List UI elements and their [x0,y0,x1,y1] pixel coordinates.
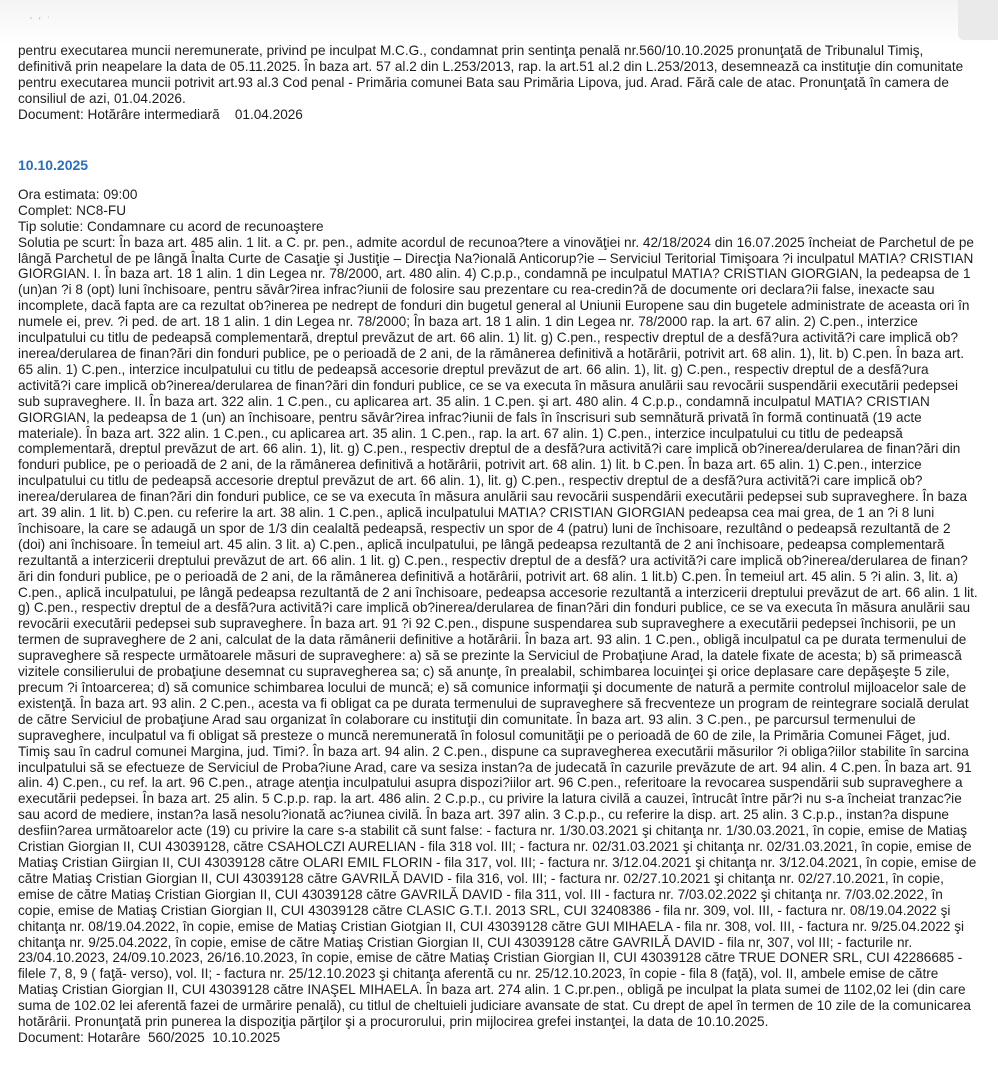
panel: Complet: NC8-FU [18,202,127,218]
top-strip [0,0,998,44]
previous-entry-document: Document: Hotărâre intermediară 01.04.2026 [18,106,303,122]
faint-header-mark: ' ′ ˙ [30,16,53,27]
hearing-document: Document: Hotarâre 560/2025 10.10.2025 [18,1029,281,1045]
previous-entry [18,43,980,123]
hearing-entry [18,158,980,1046]
previous-entry-summary: pentru executarea muncii neremunerate, privind pe inculpat M.C.G., condamnat prin sentinţa penală nr.560/10.10.2025 pronunţată de Tribunalul Timiş, definitivă prin neapelare la data de 05.11.2025. În baza art. 57 al.2 din L.253/2013, rap. la art.51 al.2 din L.253/2013, desemnează ca instituţie din comunitate pentru executarea muncii potrivit art.93 al.3 Cod penal - Primăria comunei Bata sau Primăria Lipova, jud. Arad. Fără cale de atac. Pronunţată în camera de consiliul de azi, 01.04.2026. [18,43,964,106]
solution-type: Tip solutie: Condamnare cu acord de recunoaştere [18,218,324,234]
corner-shadow [958,0,998,40]
solution-summary: Solutia pe scurt: În baza art. 485 alin. 1 lit. a C. pr. pen., admite acordul de recunoa?tere a vinovăţiei nr. 42/18/2024 din 16.07.2025 încheiat de Parchetul de pe lângă Parchetul de pe lângă Înalta Curte de Casaţie şi Justiţie – Direcţia Na?ională Anticorup?ie – Serviciul Teritorial Timişoara ?i inculpatul MATIA? CRISTIAN GIORGIAN. I. În baza art. 18 1 alin. 1 din Legea nr. 78/2000, art. 480 alin. 4) C.p.p., condamnă pe inculpatul MATIA? CRISTIAN GIORGIAN, la pedeapsa de 1 (un)an ?i 8 (opt) luni închisoare, pentru săvâr?irea infrac?iunii de folosire sau prezentare cu rea-credin?ă de documente ori declara?ii false, inexacte sau incomplete, dacă fapta are ca rezultat ob?inerea pe nedrept de fonduri din bugetul general al Uniunii Europene sau din bugetele administrate de aceasta ori în numele ei, prev. ?i ped. de art. 18 1 alin. 1 din Legea nr. 78/2000; În baza art. 18 1 alin. 1 din Legea nr. 78/2000 rap. la art. 67 alin. 2) C.pen., interzice inculpatului cu titlu de pedeapsă complementară, dreptul prevăzut de art. 66 alin. 1) lit. g) C.pen., respectiv dreptul de a desfă?ura activită?i care implică ob?inerea/derularea de finan?ări din fonduri publice, pe o perioadă de 2 ani, de la rămânerea definitivă a hotărârii, potrivit art. 68 alin. 1), lit. b) C.pen. În baza art. 65 alin. 1) C.pen., interzice inculpatului cu titlu de pedeapsă accesorie dreptul prevăzut de art. 66 alin. 1), lit. g) C.pen., respectiv dreptul de a desfă?ura activită?i care implică ob?inerea/derularea de finan?ări din fonduri publice, ce se va executa în măsura anulării sau revocării suspendării executării pedepsei sub supraveghere. II. În baza art. 322 alin. 1 C.pen., cu aplicarea art. 35 alin. 1 C.pen. şi art. 480 alin. 4 C.p.p., condamnă inculpatul MATIA? CRISTIAN GIORGIAN, la pedeapsa de 1 (un) an închisoare, pentru săvâr?irea infrac?iunii de fals în înscrisuri sub semnătură privată în formă continuată (19 acte materiale). În baza art. 322 alin. 1 C.pen., cu aplicarea art. 35 alin. 1 C.pen., rap. la art. 67 alin. 1) C.pen., interzice inculpatului cu titlu de pedeapsă complementară, dreptul prevăzut de art. 66 alin. 1), lit. g) C.pen., respectiv dreptul de a desfă?ura activită?i care implică ob?inerea/derularea de finan?ări din fonduri publice, pe o perioadă de 2 ani, de la rămânerea definitivă a hotărârii, potrivit art. 68 alin. 1) lit. b C.pen. În baza art. 65 alin. 1) C.pen., interzice inculpatului cu titlu de pedeapsă accesorie dreptul prevăzut de art. 66 alin. 1), lit. g) C.pen., respectiv dreptul de a desfă?ura activită?i care implică ob?inerea/derularea de finan?ări din fonduri publice, ce se va executa în măsura anulării sau revocării suspendării executării pedepsei sub supraveghere. În baza art. 39 alin. 1 lit. b) C.pen. cu referire la art. 38 alin. 1 C.pen., aplică inculpatului MATIA? CRISTIAN GIORGIAN pedeapsa cea mai grea, de 1 an ?i 8 luni închisoare, la care se adaugă un spor de 1/3 din cealaltă pedeapsă, respectiv un spor de 4 (patru) luni de închisoare, rezultând o pedeapsă rezultantă de 2 (doi) ani închisoare. În temeiul art. 45 alin. 3 lit. a) C.pen., aplică inculpatului, pe lângă pedeapsa rezultantă de 2 ani închisoare, pedeapsa complementară rezultantă a interzicerii dreptului prevăzut de art. 66 alin. 1 lit. g) C.pen., respectiv dreptul de a desfă? ura activită?i care implică ob?inerea/derularea de finan?ări din fonduri publice, pe o perioadă de 2 ani, de la rămânerea definitivă a hotărârii, potrivit art. 68 alin. 1 lit.b) C.pen. În temeiul art. 45 alin. 5 ?i alin. 3, lit. a) C.pen., aplică inculpatului, pe lângă pedeapsa rezultantă de 2 ani închisoare, pedeapsa accesorie rezultantă a interzicerii dreptului prevăzut de art. 66 alin. 1 lit. g) C.pen., respectiv dreptul de a desfă?ura activită?i care implică ob?inerea/derularea de finan?ări din fonduri publice, ce se va executa în măsura anulării sau revocării executării pedepsei sub supraveghere. În baza art. 91 ?i 92 C.pen., dispune suspendarea sub supraveghere a executării pedepsei închisorii, pe un termen de supraveghere de 2 ani, calculat de la data rămânerii definitive a hotărârii. În baza art. 93 alin. 1 C.pen., obligă inculpatul ca pe durata termenului de supraveghere să respecte următoarele măsuri de supraveghere: a) să se prezinte la Serviciul de Probaţiune Arad, la datele fixate de acesta; b) să primească vizitele consilierului de probaţiune desemnat cu supravegherea sa; c) să anunţe, în prealabil, schimbarea locuinţei şi orice deplasare care depăşeşte 5 zile, precum ?i întoarcerea; d) să comunice schimbarea locului de muncă; e) să comunice informaţii şi documente de natură a permite controlul mijloacelor sale de existenţă. În baza art. 93 alin. 2 C.pen., acesta va fi obligat ca pe durata termenului de supraveghere să frecventeze un program de reintegrare socială derulat de către Serviciul de probaţiune Arad sau organizat în colaborare cu instituţii din comunitate. În baza art. 93 alin. 3 C.pen., pe parcursul termenului de supraveghere, inculpatul va fi obligat să presteze o muncă neremunerată în folosul comunităţii pe o perioadă de 60 de zile, la Primăria Comunei Făget, jud. Timiş sau în cadrul comunei Margina, jud. Timi?. În baza art. 94 alin. 2 C.pen., dispune ca supravegherea executării măsurilor ?i obliga?iilor stabilite în sarcina inculpatului să se efectueze de Serviciul de Proba?iune Arad, care va sesiza instan?a de judecată în cazurile prevăzute de art. 94 alin. 4 C.pen. În baza art. 91 alin. 4) C.pen., cu ref. la art. 96 C.pen., atrage atenţia inculpatului asupra dispozi?iilor art. 96 C.pen., referitoare la revocarea suspendării sub supraveghere a executării pedepsei. În baza art. 25 alin. 5 C.p.p. rap. la art. 486 alin. 2 C.p.p., cu privire la latura civilă a cauzei, întrucât între păr?i nu s-a încheiat tranzac?ie sau acord de mediere, instan?a lasă nesolu?ionată ac?iunea civilă. În baza art. 397 alin. 3 C.p.p., cu referire la disp. art. 25 alin. 3 C.p.p., instan?a dispune desfiin?area următoarelor acte (19) cu privire la care s-a stabilit că sunt false: - factura nr. 1/30.03.2021 şi chitanţa nr. 1/30.03.2021, în copie, emise de Matiaş Cristian Giorgian II, CUI 43039128, către CSAHOLCZI AURELIAN - fila 318 vol. III; - factura nr. 02/31.03.2021 şi chitanţa nr. 02/31.03.2021, în copie, emise de Matiaş Cristian Giirgian II, CUI 43039128 către OLARI EMIL FLORIN - fila 317, vol. III; - factura nr. 3/12.04.2021 şi chitanţa nr. 3/12.04.2021, în copie, emise de către Matiaş Cristian Giorgian II, CUI 43039128 către GAVRILĂ DAVID - fila 316, vol. III; - factura nr. 02/27.10.2021 şi chitanţa nr. 02/27.10.2021, în copie, emise de către Matiaş Cristian Giorgian II, CUI 43039128 către GAVRILĂ DAVID - fila 311, vol. III - factura nr. 7/03.02.2022 şi chitanţa nr. 7/03.02.2022, în copie, emise de Matiaş Cristian Giorgian II, CUI 43039128 către CLASIC G.T.I. 2013 SRL, CUI 32408386 - fila nr. 309, vol. III, - factura nr. 08/19.04.2022 şi chitanţa nr. 08/19.04.2022, în copie, emise de Matiaş Cristian Giotgian II, CUI 43039128 către GUI MIHAELA - fila nr. 308, vol. III, - factura nr. 9/25.04.2022 şi chitanţa nr. 9/25.04.2022, în copie, emise de către Matiaş Cristian Giorgian II, CUI 43039128 către GAVRILĂ DAVID - fila nr, 307, vol III; - facturile nr. 23/04.10.2023, 24/09.10.2023, 26/16.10.2023, în copie, emise de către Matiaş Cristian Giorgian II, CUI 43039128 către TRUE DONER SRL, CUI 42286685 - filele 7, 8, 9 ( faţă- verso), vol. II; - factura nr. 25/12.10.2023 şi chitanţa aferentă cu nr. 25/12.10.2023, în copie - fila 8 (faţă), vol. II, ambele emise de către Matiaş Cristian Giorgian II, CUI 43039128 către INAŞEL MIHAELA. În baza art. 274 alin. 1 C.pr.pen., obligă pe inculpat la plata sumei de 1102,02 lei (din care suma de 102.02 lei aferentă fazei de urmărire penală), cu titlul de cheltuieli judiciare avansate de stat. Cu drept de apel în termen de 10 zile de la comunicarea hotărârii. Pronunţată prin punerea la dispoziţia părţilor şi a procurorului, prin mijlocirea grefei instanţei, la data de 10.10.2025. [18,234,978,1030]
hearing-date: 10.10.2025 [18,157,89,173]
estimated-time: Ora estimata: 09:00 [18,186,138,202]
